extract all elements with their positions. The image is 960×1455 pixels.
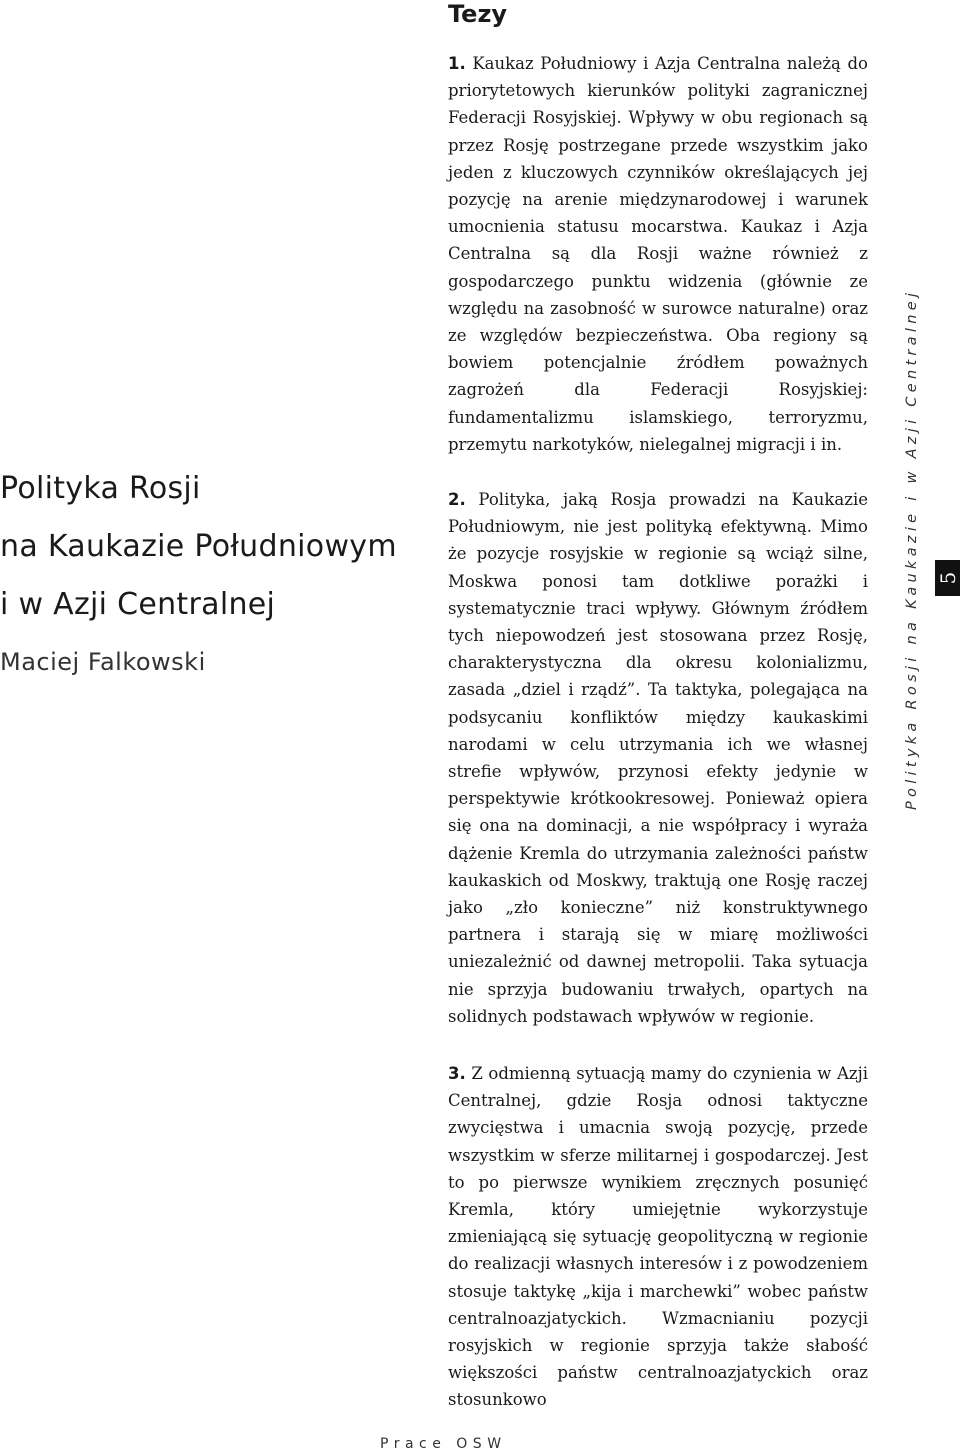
thesis-number: 3. — [448, 1064, 466, 1083]
thesis-number: 1. — [448, 54, 466, 73]
thesis-text: Z odmienną sytuacją mamy do czynienia w Azji Centralnej, gdzie Rosja odnosi taktyczne zwycięstwa i umacnia swoją pozycję, przede wszystkim w sferze militarnej i gospodarczej. Jest to po pierwsze wynikiem zręcznych posunięć Kremla, który umiejętnie wykorzystuje zmieniającą się sytuację geopolityczną w regionie do realizacji własnych interesów i z powodzeniem stosuje taktykę „kija i marchewki” wobec państw centralnoazjatyckich. Wzmacnianiu pozycji rosyjskich w regionie sprzyja także słabość większości państw centralnoazjatyckich oraz stosunkowo — [448, 1064, 868, 1410]
author-name: Maciej Falkowski — [0, 648, 206, 676]
section-heading: Tezy — [448, 0, 508, 28]
thesis-paragraph — [448, 50, 868, 458]
page-number: 5 — [936, 571, 960, 585]
running-title — [904, 288, 920, 811]
thesis-paragraph — [448, 486, 868, 1030]
publication-title — [0, 460, 430, 634]
page-number-tab — [935, 560, 960, 596]
thesis-number: 2. — [448, 490, 466, 509]
footer-publisher: Prace OSW — [380, 1436, 507, 1452]
thesis-text: Polityka, jaką Rosja prowadzi na Kaukazie Południowym, nie jest polityką efektywną. Mimo że pozycje rosyjskie w regionie są wciąż silne, Moskwa ponosi tam dotkliwe porażki i systematycznie traci wpływy. Głównym źródłem tych niepowodzeń jest stosowana przez Rosję, charakterystyczna dla okresu kolonializmu, zasada „dziel i rządź”. Ta taktyka, polegająca na podsycaniu konfliktów między kaukaskimi narodami w celu utrzymania ich we własnej strefie wpływów, przynosi efekty jedynie w perspektywie krótkookresowej. Ponieważ opiera się ona na dominacji, a nie współpracy i wyraża dążenie Kremla do utrzymania zależności państw kaukaskich od Moskwy, traktują one Rosję raczej jako „zło konieczne” niż konstruktywnego partnera i starają się w miarę możliwości uniezależnić od dawnej metropolii. Taka sytuacja nie sprzyja budowaniu trwałych, opartych na solidnych podstawach wpływów w regionie. — [448, 490, 868, 1026]
thesis-text: Kaukaz Południowy i Azja Centralna należą do priorytetowych kierunków polityki zagranicznej Federacji Rosyjskiej. Wpływy w obu regionach są przez Rosję postrzegane przede wszystkim jako jeden z kluczowych czynników określających jej pozycję na arenie międzynarodowej i warunek umocnienia statusu mocarstwa. Kaukaz i Azja Centralna są dla Rosji ważne również z gospodarczego punktu widzenia (głównie ze względu na zasobność w surowce naturalne) oraz ze względów bezpieczeństwa. Oba regiony są bowiem potencjalnie źródłem poważnych zagrożeń dla Federacji Rosyjskiej: fundamentalizmu islamskiego, terroryzmu, przemytu narkotyków, nielegalnej migracji i in. — [448, 54, 868, 454]
thesis-paragraph — [448, 1060, 868, 1414]
title-line-2: na Kaukazie Południowym — [0, 529, 397, 564]
title-line-3: i w Azji Centralnej — [0, 587, 276, 622]
running-title-text: Polityka Rosji na Kaukazie i w Azji Centralnej — [904, 288, 920, 810]
title-line-1: Polityka Rosji — [0, 471, 201, 506]
